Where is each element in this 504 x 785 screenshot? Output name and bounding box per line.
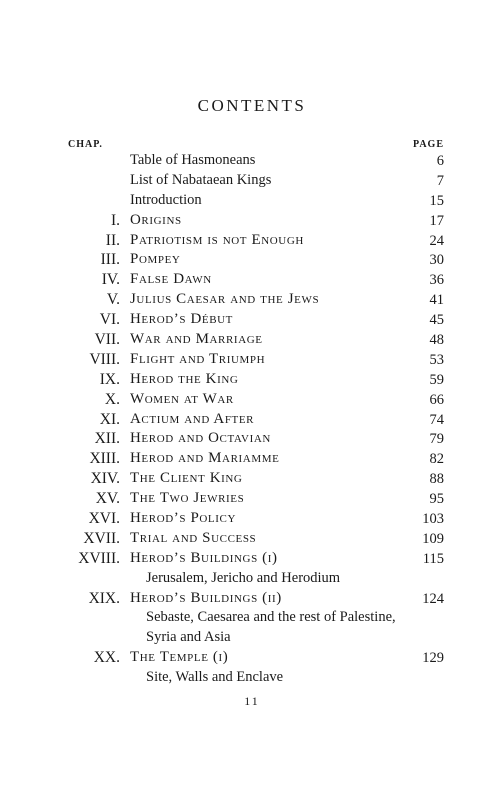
toc-entry [0, 351, 504, 371]
chapter-column-header: CHAP. [68, 139, 103, 150]
chapter-title: Herod the King [130, 370, 239, 387]
chapter-title: Site, Walls and Enclave [146, 669, 284, 686]
page-ref: 95 [429, 491, 444, 508]
chapter-title: Introduction [130, 191, 202, 208]
toc-entry [0, 510, 504, 530]
page-ref: 24 [429, 232, 444, 249]
toc-entry [0, 470, 504, 490]
page-ref: 30 [429, 252, 444, 269]
chapter-title: Syria and Asia [146, 629, 231, 646]
toc-entry [0, 371, 504, 391]
toc-entry [0, 490, 504, 510]
chapter-number: VIII. [89, 350, 120, 368]
page-ref: 109 [422, 530, 444, 547]
toc-entry [0, 232, 504, 252]
chapter-title: False Dawn [130, 271, 212, 288]
page-ref: 66 [429, 391, 444, 408]
page-ref: 82 [429, 451, 444, 468]
chapter-title: War and Marriage [130, 331, 263, 348]
chapter-title: The Two Jewries [130, 490, 245, 507]
toc-entry [0, 152, 504, 172]
page-ref: 17 [429, 212, 444, 229]
table-of-contents [0, 152, 504, 689]
page-ref: 129 [422, 650, 444, 667]
chapter-number: XIV. [90, 470, 120, 488]
page-ref: 15 [429, 192, 444, 209]
toc-entry [0, 331, 504, 351]
chapter-number: VI. [99, 311, 120, 329]
chapter-title: Herod’s Buildings (i) [130, 549, 278, 566]
chapter-number: VII. [94, 331, 120, 349]
chapter-number: IX. [99, 370, 120, 388]
chapter-number: I. [110, 211, 120, 229]
toc-entry [0, 450, 504, 470]
page-ref: 6 [436, 153, 444, 169]
chapter-number: XVIII. [78, 549, 120, 567]
toc-entry [0, 291, 504, 311]
chapter-number: II. [105, 231, 120, 249]
toc-subentry [0, 609, 504, 629]
chapter-title: The Client King [130, 470, 243, 487]
page-ref: 7 [436, 172, 444, 189]
chapter-title: Pompey [130, 251, 181, 268]
toc-entry [0, 251, 504, 271]
chapter-number: X. [104, 390, 120, 408]
chapter-title: Patriotism is not Enough [130, 231, 304, 248]
toc-subentry [0, 629, 504, 649]
page-ref: 36 [429, 272, 444, 289]
toc-entry [0, 649, 504, 669]
chapter-title: Women at War [130, 390, 234, 407]
chapter-title: Herod and Octavian [130, 430, 271, 447]
chapter-title: List of Nabataean Kings [130, 171, 272, 188]
chapter-title: Sebaste, Caesarea and the rest of Palestine, [146, 609, 396, 626]
chapter-title: Actium and After [130, 410, 255, 427]
page-column-header: PAGE [412, 139, 444, 150]
chapter-number: XIII. [89, 450, 120, 468]
chapter-number: V. [106, 291, 120, 309]
chapter-title: Herod’s Buildings (ii) [130, 589, 282, 606]
chapter-number: XII. [94, 430, 120, 448]
toc-entry [0, 391, 504, 411]
chapter-number: IV. [101, 271, 120, 289]
page-number: 11 [244, 694, 260, 708]
toc-entry [0, 271, 504, 291]
chapter-title: Julius Caesar and the Jews [130, 291, 320, 308]
page-ref: 48 [429, 332, 444, 349]
page-ref: 74 [429, 411, 444, 428]
toc-entry [0, 550, 504, 570]
page-ref: 103 [422, 511, 444, 528]
chapter-number: XV. [95, 490, 120, 508]
chapter-title: Flight and Triumph [130, 350, 266, 367]
toc-entry [0, 311, 504, 331]
chapter-number: XVI. [88, 510, 120, 528]
toc-entry [0, 212, 504, 232]
chapter-title: Table of Hasmoneans [130, 152, 256, 168]
page-ref: 124 [422, 590, 444, 607]
page-title: CONTENTS [197, 96, 307, 115]
chapter-number: XIX. [88, 589, 120, 607]
page-ref: 41 [429, 292, 444, 309]
toc-subentry [0, 669, 504, 689]
chapter-title: The Temple (i) [130, 649, 229, 666]
toc-entry [0, 192, 504, 212]
page-ref: 115 [422, 550, 444, 567]
chapter-number: XVII. [83, 529, 120, 547]
chapter-number: XX. [93, 649, 120, 667]
chapter-title: Origins [130, 211, 182, 228]
toc-entry [0, 172, 504, 192]
toc-subentry [0, 570, 504, 590]
toc-entry [0, 530, 504, 550]
chapter-number: XI. [99, 410, 120, 428]
chapter-title: Trial and Success [130, 529, 257, 546]
chapter-number: III. [100, 251, 120, 269]
page-ref: 59 [429, 371, 444, 388]
chapter-title: Herod’s Début [130, 311, 233, 328]
toc-entry [0, 411, 504, 431]
chapter-title: Herod’s Policy [130, 510, 236, 527]
chapter-title: Herod and Mariamme [130, 450, 280, 467]
toc-entry [0, 430, 504, 450]
page-ref: 53 [429, 351, 444, 368]
page-ref: 88 [429, 471, 444, 488]
chapter-title: Jerusalem, Jericho and Herodium [146, 569, 341, 586]
toc-entry [0, 590, 504, 610]
page-ref: 45 [429, 312, 444, 329]
page-ref: 79 [429, 431, 444, 448]
